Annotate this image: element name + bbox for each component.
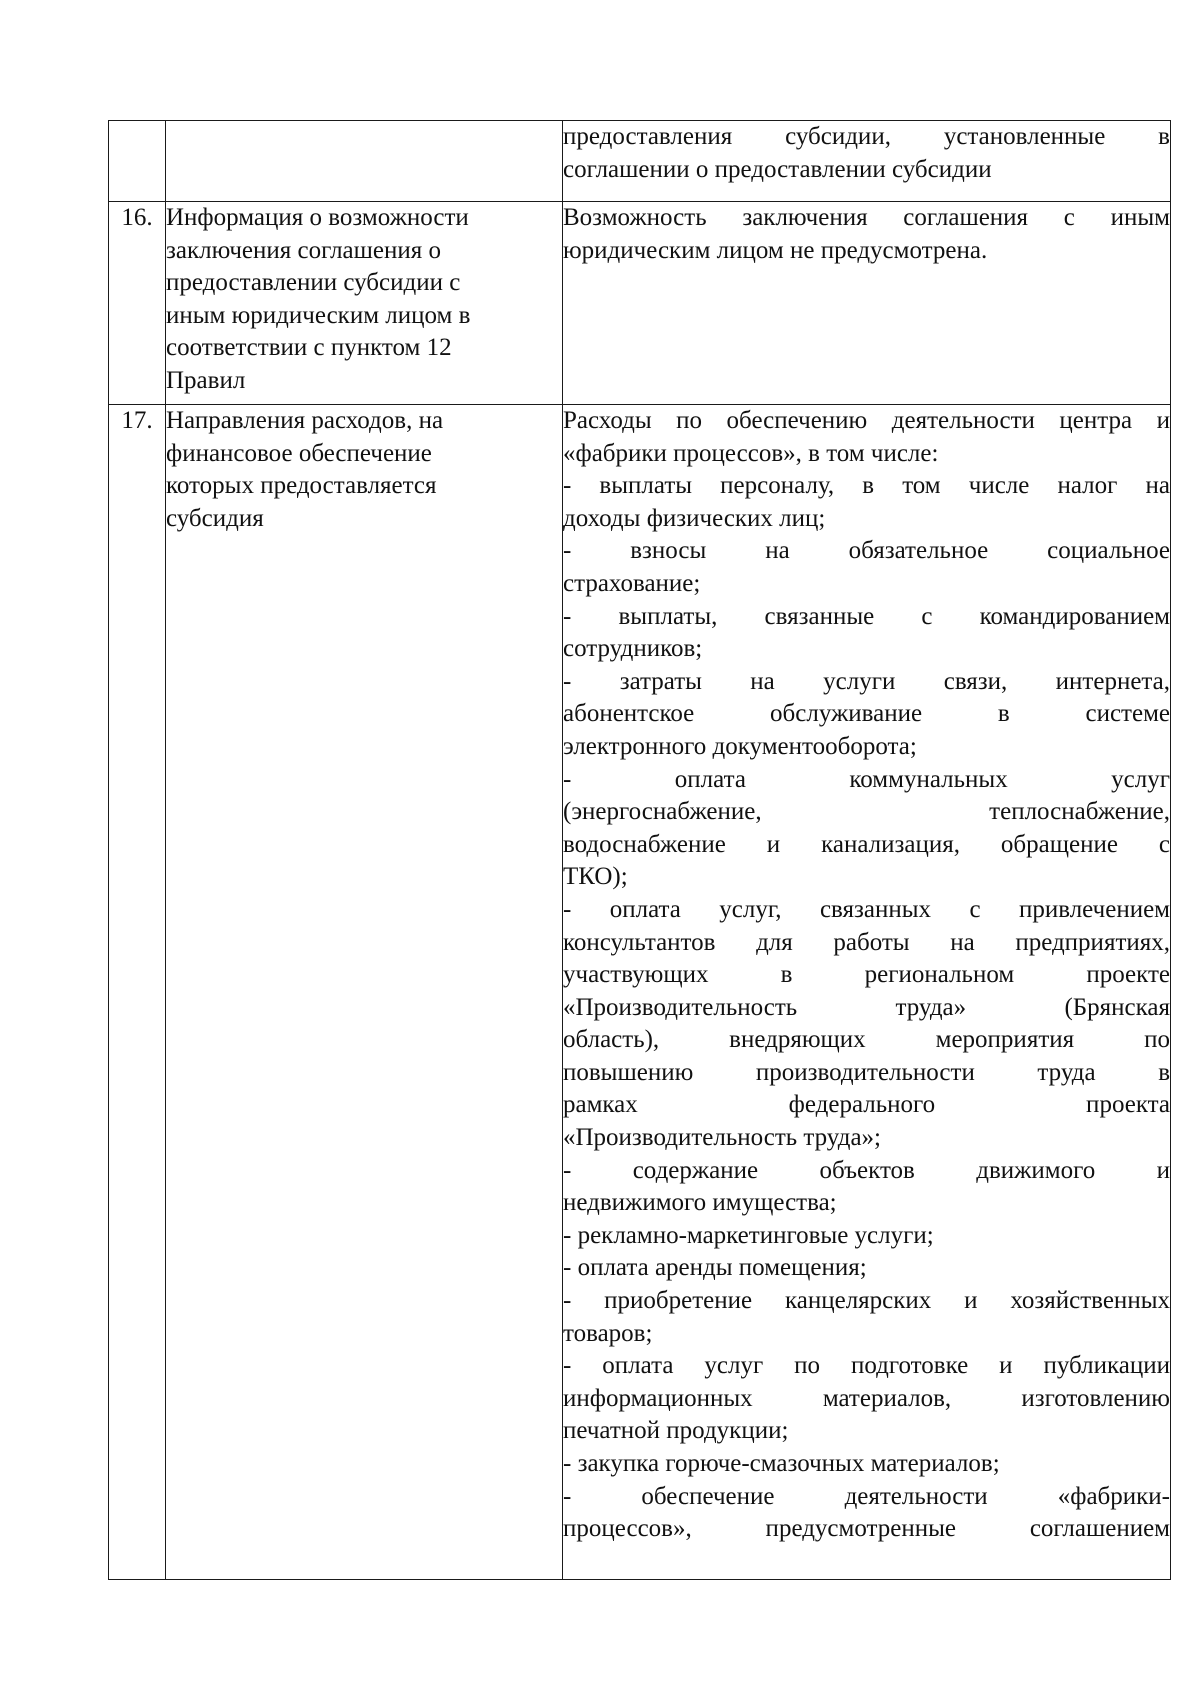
row-content-cell [563,202,1171,405]
content-line: - приобретение канцелярских и хозяйственных [563,1287,1170,1315]
subsidy-conditions-table [108,120,1171,1580]
content-line: Возможность заключения соглашения с иным [563,204,1170,231]
title-line: Направления расходов, на [166,407,444,434]
title-line: Правил [166,366,246,394]
content-line: - обеспечение деятельности «фабрики- [563,1482,1170,1510]
content-line: сотрудников; [563,635,703,663]
content-line: - оплата услуг, связанных с привлечением [563,895,1170,923]
content-line: область), внедряющих мероприятия по [563,1026,1170,1054]
content-line: товаров; [563,1319,653,1347]
row-number-cell [109,405,166,1580]
content-line: - оплата коммунальных услуг [563,765,1170,793]
title-line: финансовое обеспечение [166,439,432,467]
table-row-16 [109,202,1171,405]
row-number: 16. [121,204,153,231]
content-line: - выплаты персоналу, в том числе налог на [563,472,1170,500]
content-line: повышению производительности труда в [563,1058,1170,1086]
content-line: - взносы на обязательное социальное [563,537,1170,565]
row-title-cell [166,405,563,1580]
title-line: предоставлении субсидии с [166,269,461,297]
row-number-cell [109,121,166,202]
content-line: доходы физических лиц; [563,504,826,532]
row-number: 17. [121,407,153,434]
content-line: процессов», предусмотренные соглашением [563,1515,1170,1543]
content-line: - оплата аренды помещения; [563,1254,867,1282]
content-line: - содержание объектов движимого и [563,1156,1170,1184]
content-line: - закупка горюче-смазочных материалов; [563,1450,1000,1477]
content-line: «фабрики процессов», в том числе: [563,439,939,467]
content-line: «Производительность труда»; [563,1124,881,1152]
title-line: субсидия [166,504,264,532]
content-line: электронного документооборота; [563,732,917,760]
content-line: - выплаты, связанные с командированием [563,602,1170,630]
content-line: ТКО); [563,863,628,891]
title-line: заключения соглашения о [166,236,441,264]
row-title-cell [166,202,563,405]
row-number-cell [109,202,166,405]
content-line: - затраты на услуги связи, интернета, [563,667,1170,695]
content-line: - рекламно-маркетинговые услуги; [563,1221,934,1249]
content-line: Расходы по обеспечению деятельности центра и [563,407,1170,434]
title-line: Информация о возможности [166,204,469,231]
title-line: иным юридическим лицом в [166,301,471,329]
row-content-cell [563,405,1171,1580]
content-line: водоснабжение и канализация, обращение с [563,830,1170,858]
content-line: юридическим лицом не предусмотрена. [563,236,988,264]
content-line: страхование; [563,569,701,597]
content-line: абонентское обслуживание в системе [563,700,1170,728]
content-line: (энергоснабжение, теплоснабжение, [563,798,1170,826]
content-line: информационных материалов, изготовлению [563,1384,1170,1412]
content-line: рамках федерального проекта [563,1091,1170,1119]
content-line: «Производительность труда» (Брянская [563,993,1170,1021]
title-line: соответствии с пунктом 12 [166,334,452,362]
content-line: участвующих в региональном проекте [563,961,1170,989]
title-line: которых предоставляется [166,472,437,500]
content-line: - оплата услуг по подготовке и публикации [563,1352,1170,1380]
row-title-cell [166,121,563,202]
content-line: предоставления субсидии, установленные в [563,123,1170,150]
content-line: печатной продукции; [563,1417,789,1445]
content-line: соглашении о предоставлении субсидии [563,155,992,183]
row-content-cell [563,121,1171,202]
content-line: недвижимого имущества; [563,1189,837,1217]
content-line: консультантов для работы на предприятиях, [563,928,1170,956]
table-row-continuation [109,121,1171,202]
table-row-17 [109,405,1171,1580]
